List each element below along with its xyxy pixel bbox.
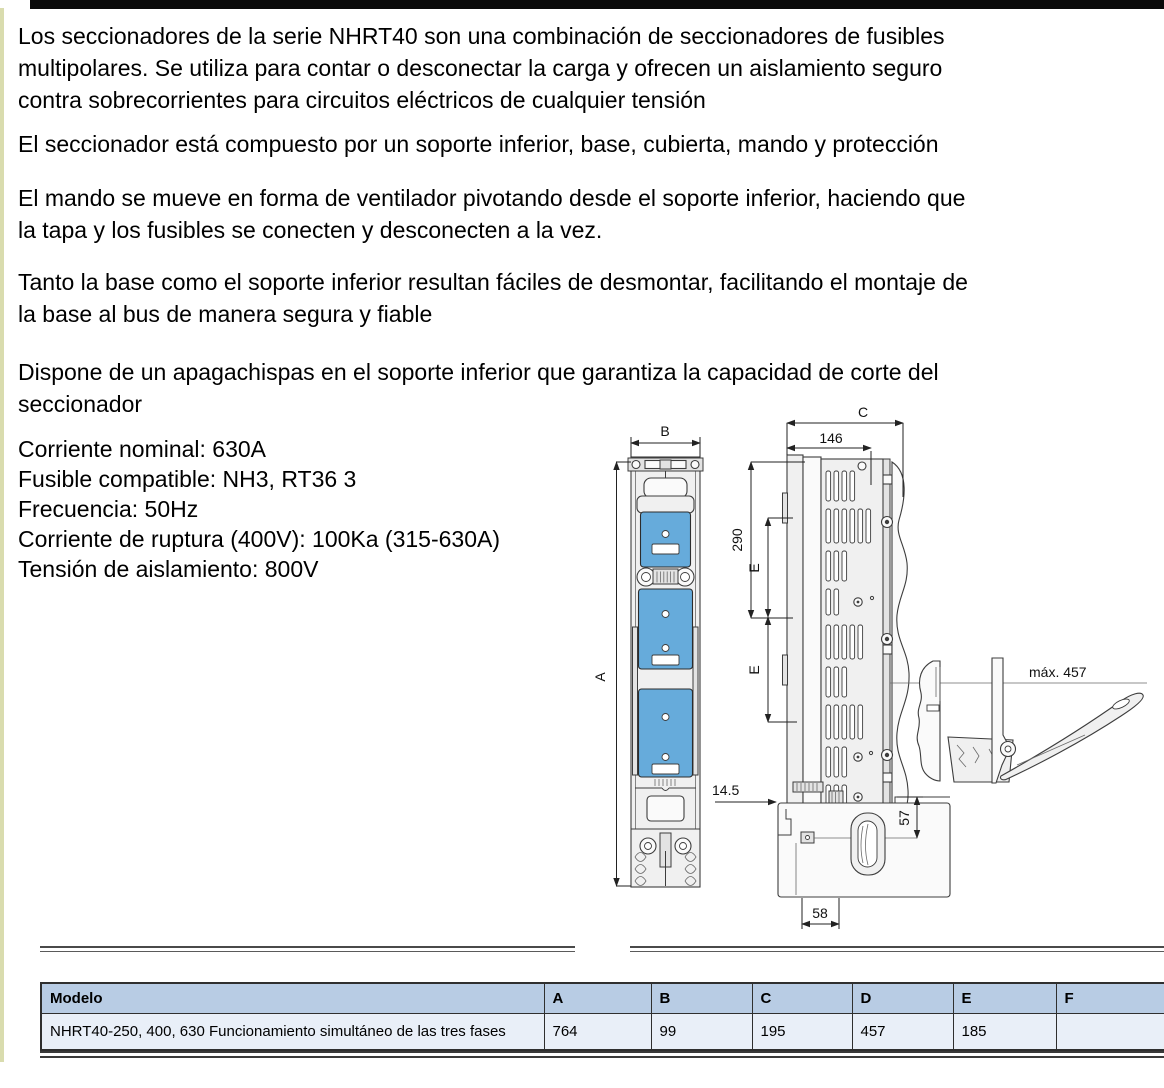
text-line: la base al bus de manera segura y fiable (18, 301, 433, 327)
col-header-f: F (1056, 983, 1164, 1014)
text-line: Tanto la base como el soporte inferior resultan fáciles de desmontar, facilitando el montaje de (18, 269, 968, 295)
col-header-d: D (852, 983, 953, 1014)
cell-c: 195 (752, 1014, 852, 1051)
table-header-row (41, 983, 1164, 1014)
col-header-a: A (544, 983, 651, 1014)
cell-modelo: NHRT40-250, 400, 630 Funcionamiento simultáneo de las tres fases (41, 1014, 544, 1051)
dim-label-58: 58 (812, 905, 828, 921)
fuse-cover-1 (641, 512, 691, 567)
divider-bottom (40, 1051, 1164, 1058)
dim-label-b: B (660, 423, 670, 439)
left-border-stripe (0, 8, 4, 1062)
lower-support-box (778, 797, 950, 897)
dimension-B (631, 423, 700, 457)
folded-handle (892, 462, 909, 821)
text-line: contra sobrecorrientes para circuitos eléctricos de cualquier tensión (18, 87, 706, 113)
cell-e: 185 (953, 1014, 1056, 1051)
divider-left (40, 946, 575, 952)
col-header-e: E (953, 983, 1056, 1014)
divider-right (630, 946, 1164, 952)
cell-b: 99 (651, 1014, 752, 1051)
dimension-A (592, 462, 631, 886)
dim-label-146: 146 (819, 430, 843, 446)
dim-label-c: C (857, 405, 869, 420)
front-view (592, 423, 703, 887)
col-header-b: B (651, 983, 752, 1014)
front-bottom-mechanism (635, 833, 696, 886)
cell-f (1056, 1014, 1164, 1051)
text-line: la tapa y los fusibles se conecten y desconecten a la vez. (18, 217, 603, 243)
spec-line: Tensión de aislamiento: 800V (18, 556, 319, 582)
spec-line: Corriente nominal: 630A (18, 436, 267, 462)
cell-a: 764 (544, 1014, 651, 1051)
spec-line: Fusible compatible: NH3, RT36 3 (18, 466, 357, 492)
text-line: seccionador (18, 391, 143, 417)
spec-line: Corriente de ruptura (400V): 100Ka (315-630A) (18, 526, 501, 552)
dim-label-max-457: máx. 457 (1029, 664, 1087, 680)
top-border-bar (30, 0, 1164, 9)
paragraph-mounting (18, 266, 1150, 330)
cell-d: 457 (852, 1014, 953, 1051)
fuse-link-coupler (637, 568, 694, 586)
text-line: multipolares. Se utiliza para contar o desconectar la carga y ofrecen un aislamiento seguro (18, 55, 943, 81)
text-line: El mando se mueve en forma de ventilador pivotando desde el soporte inferior, haciendo que (18, 185, 966, 211)
table-row (41, 1014, 1164, 1051)
col-header-modelo: Modelo (41, 983, 544, 1014)
bracket-curl (917, 661, 940, 781)
dim-label-a: A (592, 672, 608, 682)
text-line: Los seccionadores de la serie NHRT40 son una combinación de seccionadores de fusibles (18, 23, 945, 49)
dim-label-14-5: 14.5 (712, 782, 740, 798)
dim-label-e1: E (746, 563, 762, 573)
text-line: El seccionador está compuesto por un soporte inferior, base, cubierta, mando y protección (18, 131, 939, 157)
dimension-14-5 (712, 782, 776, 802)
dim-label-e2: E (746, 665, 762, 675)
fuse-cover-3 (639, 689, 693, 777)
handle-open-view (890, 658, 1147, 783)
fuse-cover-2 (639, 589, 693, 669)
col-header-c: C (752, 983, 852, 1014)
dimension-58 (802, 898, 839, 929)
text-line: Dispone de un apagachispas en el soporte inferior que garantiza la capacidad de corte del (18, 359, 939, 385)
paragraph-intro (18, 20, 1150, 116)
dim-label-290: 290 (729, 528, 745, 552)
dim-label-57: 57 (896, 810, 912, 826)
spec-line: Frecuencia: 50Hz (18, 496, 199, 522)
paragraph-handle (18, 182, 1150, 246)
paragraph-composition (18, 128, 1150, 160)
side-view (712, 405, 950, 929)
dimensions-table (40, 982, 1164, 1051)
technical-drawing (565, 405, 1164, 945)
dimension-E-upper (746, 518, 793, 617)
